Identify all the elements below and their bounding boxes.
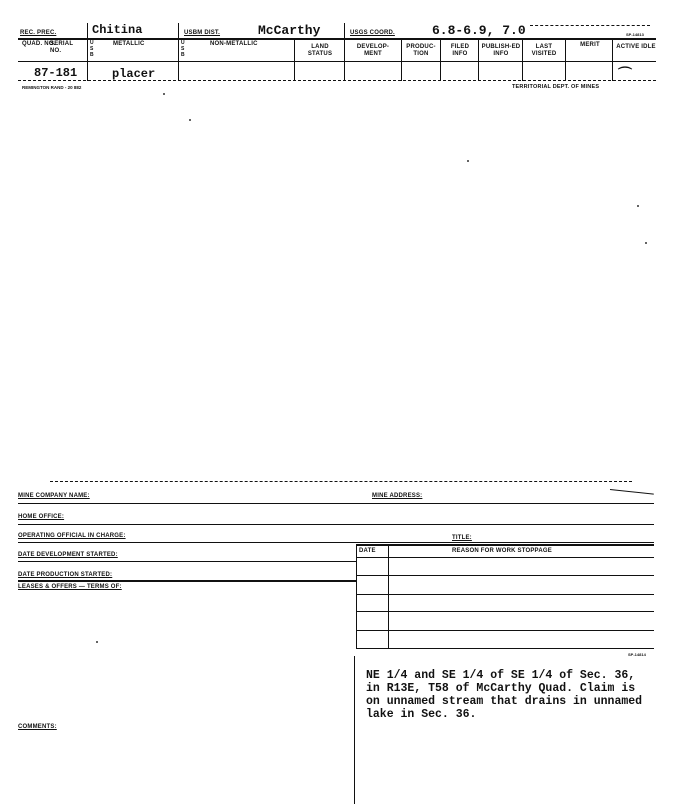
divider (401, 38, 402, 81)
comments-label: COMMENTS: (18, 724, 57, 730)
usbm-dist-label: USBM DIST. (184, 30, 221, 36)
usgs-coord-value: 6.8-6.9, 7.0 (432, 23, 526, 38)
col-development: DEVELOP-MENT (356, 44, 390, 57)
date-production-started-label: DATE PRODUCTION STARTED: (18, 572, 113, 578)
active-check-mark: ⌒ (618, 66, 632, 82)
col-land-status: LAND STATUS (307, 44, 333, 57)
form-number-top: SP-14813 (626, 32, 644, 37)
form-number-bottom: SP-14814 (628, 652, 646, 657)
rule (18, 503, 654, 504)
top-dashed-line (530, 25, 650, 26)
col-production: PRODUC-TION (406, 44, 436, 57)
scan-speck (189, 119, 191, 121)
record-quad-serial: 87-181 (34, 66, 78, 80)
table-row-line (356, 611, 654, 612)
rule (356, 557, 654, 558)
divider (294, 38, 295, 81)
home-office-label: HOME OFFICE: (18, 514, 65, 520)
lower-top-dashed (50, 481, 632, 482)
col-active-idle: ACTIVE IDLE (616, 44, 656, 50)
table-row-line (356, 575, 654, 576)
divider (522, 38, 523, 81)
rule (18, 561, 356, 562)
divider (344, 23, 345, 81)
table-row-line (356, 630, 654, 631)
divider (87, 23, 88, 81)
date-development-started-label: DATE DEVELOPMENT STARTED: (18, 552, 118, 558)
leases-offers-label: LEASES & OFFERS — TERMS OF: (18, 584, 122, 590)
scan-speck (96, 641, 98, 643)
col-serial-no: SERIAL NO. (50, 41, 74, 54)
rule (18, 524, 654, 525)
edge-mark (610, 489, 654, 495)
divider (612, 38, 613, 81)
usbm-dist-value: McCarthy (258, 23, 321, 38)
reason-col-header: REASON FOR WORK STOPPAGE (452, 548, 552, 554)
col-non-metallic: NON-METALLIC (210, 41, 258, 47)
table-border (356, 544, 357, 649)
col-usbm-code-2: U S B (181, 40, 185, 58)
col-metallic: METALLIC (113, 41, 145, 47)
divider (478, 38, 479, 81)
col-quad-no: QUAD. NO. (22, 41, 56, 47)
table-row-line (356, 594, 654, 595)
col-published-info: PUBLISH-ED INFO (481, 44, 521, 57)
header-rule-mid (18, 61, 656, 62)
comments-divider (354, 656, 355, 804)
rec-prec-value: Chitina (92, 23, 143, 37)
divider (440, 38, 441, 81)
footer-right: TERRITORIAL DEPT. OF MINES (512, 84, 600, 90)
scan-speck (467, 160, 469, 162)
rule (18, 542, 654, 543)
col-usbm-code: U S B (90, 40, 94, 58)
footer-left: REMINGTON RAND - 20 882 (22, 85, 82, 90)
mine-address-label: MINE ADDRESS: (372, 493, 423, 499)
mine-company-name-label: MINE COMPANY NAME: (18, 493, 90, 499)
operating-official-label: OPERATING OFFICIAL IN CHARGE: (18, 533, 126, 539)
table-divider (388, 544, 389, 649)
rule (18, 580, 356, 582)
col-last-visited: LAST VISITED (531, 44, 557, 57)
divider (565, 38, 566, 81)
title-label: TITLE: (452, 535, 472, 541)
divider (178, 23, 179, 81)
rec-prec-label: REC. PREC. (20, 30, 57, 36)
location-note: NE 1/4 and SE 1/4 of SE 1/4 of Sec. 36, in R13E, T58 of McCarthy Quad. Claim is on unnamed stream that drains in unnamed lake in Sec. 36. (366, 669, 643, 721)
rule (356, 544, 654, 546)
record-metallic: placer (112, 67, 156, 81)
usgs-coord-label: USGS COORD. (350, 30, 395, 36)
scan-speck (163, 93, 165, 95)
table-row-line (356, 648, 654, 649)
col-merit: MERIT (580, 42, 600, 48)
scan-speck (645, 242, 647, 244)
header-rule-top (18, 38, 656, 40)
scan-speck (637, 205, 639, 207)
date-col-header: DATE (359, 548, 376, 554)
col-filed-info: FILED INFO (450, 44, 470, 57)
